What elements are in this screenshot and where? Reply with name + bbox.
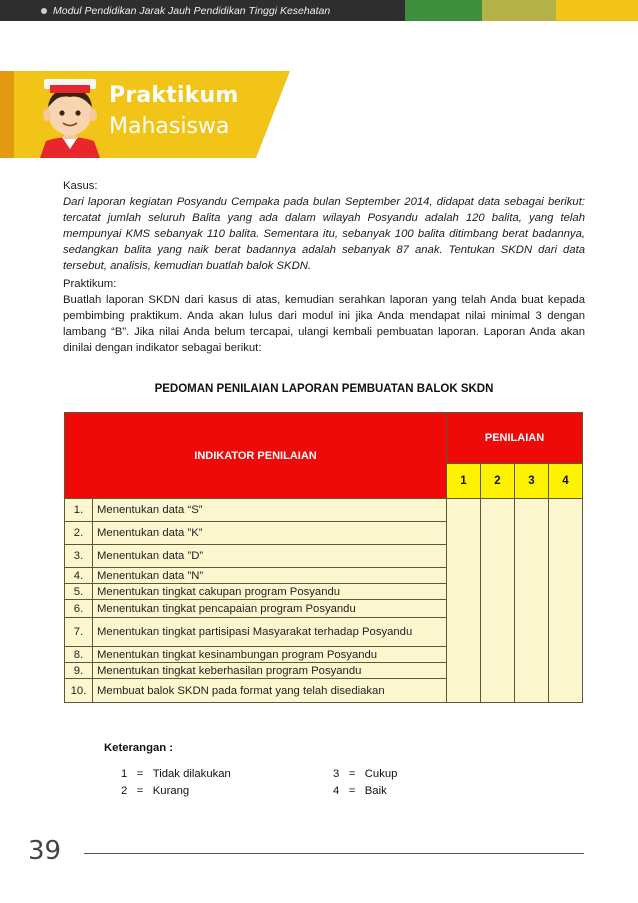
row-number: 9. bbox=[65, 663, 93, 679]
row-number: 1. bbox=[65, 499, 93, 522]
header-bar bbox=[0, 0, 638, 21]
row-number: 6. bbox=[65, 600, 93, 618]
legend-item: 3 = Cukup bbox=[333, 768, 398, 780]
table-title: PEDOMAN PENILAIAN LAPORAN PEMBUATAN BALOK SKDN bbox=[154, 383, 494, 395]
praktikum-text: Buatlah laporan SKDN dari kasus di atas, kemudian serahkan laporan yang telah Anda buat kepada pembimbing praktikum. Anda akan lulus dari modul ini jika Anda mendapat nilai minimal 3 dengan lambang “B”. Jika nilai Anda belum tercapai, ulangi kembali pembuatan laporan. Laporan Anda akan dinilai dengan indikator sebagai berikut: bbox=[63, 294, 585, 354]
row-number: 4. bbox=[65, 568, 93, 584]
header-accent-gold bbox=[556, 0, 638, 21]
row-indicator: Menentukan tingkat pencapaian program Posyandu bbox=[93, 600, 447, 618]
table-body bbox=[65, 499, 583, 703]
score-column-1: 1 bbox=[447, 464, 481, 499]
row-indicator: Menentukan tingkat kesinambungan program Posyandu bbox=[93, 647, 447, 663]
bullet-icon bbox=[41, 8, 47, 14]
row-number: 8. bbox=[65, 647, 93, 663]
row-indicator: Menentukan data ”K” bbox=[93, 522, 447, 545]
keterangan-title: Keterangan : bbox=[104, 742, 174, 754]
row-number: 3. bbox=[65, 545, 93, 568]
score-column-4: 4 bbox=[549, 464, 583, 499]
score-cell bbox=[447, 499, 481, 703]
legend-item: 1 = Tidak dilakukan bbox=[121, 768, 231, 780]
module-title: Modul Pendidikan Jarak Jauh Pendidikan Tinggi Kesehatan bbox=[53, 4, 331, 17]
row-number: 7. bbox=[65, 618, 93, 647]
row-indicator: Menentukan data ”D” bbox=[93, 545, 447, 568]
row-number: 10. bbox=[65, 679, 93, 703]
row-indicator: Menentukan tingkat keberhasilan program Posyandu bbox=[93, 663, 447, 679]
row-indicator: Menentukan tingkat partisipasi Masyarakat terhadap Posyandu bbox=[93, 618, 447, 647]
kasus-text: Dari laporan kegiatan Posyandu Cempaka pada bulan September 2014, didapat data sebagai berikut: tercatat jumlah seluruh Balita yang ada dalam wilayah Posyandu adalah 120 balita, yang telah mempunyai KMS sebanyak 110 balita. Sementara itu, sebanyak 100 balita ditimbang berat badannya, sedangkan balita yang naik berat badannya adalah sebanyak 87 anak. Tentukan SKDN dari data tersebut, analisis, kemudian buatlah balok SKDN. bbox=[63, 196, 585, 272]
row-number: 2. bbox=[65, 522, 93, 545]
score-column-3: 3 bbox=[515, 464, 549, 499]
praktikum-banner bbox=[0, 71, 300, 158]
banner-title: Praktikum bbox=[109, 83, 239, 108]
header-accent-olive bbox=[482, 0, 556, 21]
indicator-header: INDIKATOR PENILAIAN bbox=[65, 413, 447, 499]
row-indicator: Menentukan tingkat cakupan program Posyandu bbox=[93, 584, 447, 600]
header-accent-green bbox=[405, 0, 482, 21]
assessment-table bbox=[64, 412, 583, 703]
row-number: 5. bbox=[65, 584, 93, 600]
table-row bbox=[65, 499, 583, 522]
score-header: PENILAIAN bbox=[447, 413, 583, 464]
banner-subtitle: Mahasiswa bbox=[109, 114, 230, 139]
score-cell bbox=[515, 499, 549, 703]
praktikum-label: Praktikum: bbox=[63, 278, 117, 290]
score-cell bbox=[481, 499, 515, 703]
row-indicator: Menentukan data ”N” bbox=[93, 568, 447, 584]
kasus-label: Kasus: bbox=[63, 180, 98, 192]
row-indicator: Menentukan data “S” bbox=[93, 499, 447, 522]
score-column-2: 2 bbox=[481, 464, 515, 499]
legend-item: 2 = Kurang bbox=[121, 785, 190, 797]
footer-divider bbox=[84, 853, 584, 854]
header-title-segment bbox=[0, 0, 405, 21]
score-cell bbox=[549, 499, 583, 703]
legend-item: 4 = Baik bbox=[333, 785, 387, 797]
page-number: 39 bbox=[28, 836, 62, 866]
row-indicator: Membuat balok SKDN pada format yang telah disediakan bbox=[93, 679, 447, 703]
